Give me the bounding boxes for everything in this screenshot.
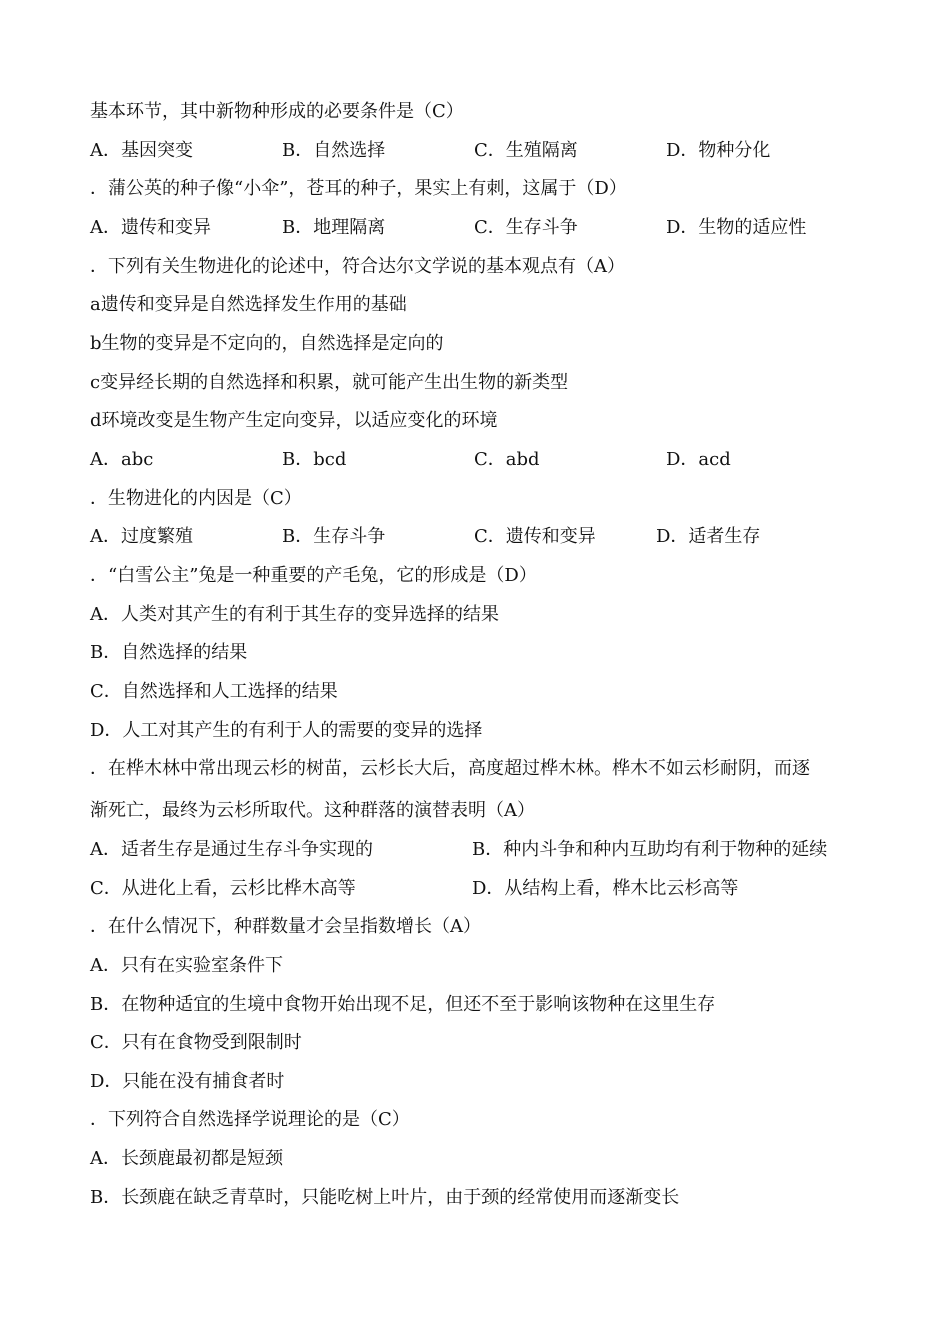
option-b: B．自然选择: [282, 140, 386, 161]
option-d: D．适者生存: [656, 526, 761, 547]
question-stem: ．在什么情况下，种群数量才会呈指数增长（A）: [90, 916, 481, 937]
question-stem-continued: 渐死亡，最终为云杉所取代。这种群落的演替表明（A）: [90, 800, 535, 821]
question-stem: ．生物进化的内因是（C）: [90, 488, 302, 509]
statement-c: c变异经长期的自然选择和积累，就可能产生出生物的新类型: [90, 372, 569, 393]
option-c: C．生殖隔离: [474, 140, 578, 161]
option-d: D．物种分化: [666, 140, 771, 161]
question-stem-line: 基本环节，其中新物种形成的必要条件是（C）: [90, 101, 464, 122]
option-b: B．地理隔离: [282, 217, 386, 238]
options-row: [90, 139, 890, 163]
option-d: D．acd: [666, 449, 731, 470]
options-row: [90, 216, 890, 240]
options-row: [90, 525, 890, 549]
question-stem: ．在桦木林中常出现云杉的树苗，云杉长大后，高度超过桦木林。桦木不如云杉耐阴，而逐: [90, 758, 810, 779]
option-b: B．种内斗争和种内互助均有利于物种的延续: [472, 839, 828, 860]
option-c: C．只有在食物受到限制时: [90, 1032, 302, 1053]
question-stem: ．“白雪公主”兔是一种重要的产毛兔，它的形成是（D）: [90, 565, 537, 586]
option-a: A．过度繁殖: [90, 526, 193, 547]
option-c: C．自然选择和人工选择的结果: [90, 681, 338, 702]
option-c: C．abd: [474, 449, 540, 470]
question-stem: ．蒲公英的种子像“小伞”，苍耳的种子，果实上有刺，这属于（D）: [90, 178, 627, 199]
option-a: A．适者生存是通过生存斗争实现的: [90, 839, 373, 860]
options-row: [90, 877, 890, 901]
option-a: A．只有在实验室条件下: [90, 955, 283, 976]
question-stem: ．下列有关生物进化的论述中，符合达尔文学说的基本观点有（A）: [90, 256, 625, 277]
options-row: [90, 448, 890, 472]
option-d: D．生物的适应性: [666, 217, 807, 238]
option-a: A．遗传和变异: [90, 217, 211, 238]
option-d: D．只能在没有捕食者时: [90, 1071, 285, 1092]
options-row: [90, 838, 890, 862]
option-b: B．长颈鹿在缺乏青草时，只能吃树上叶片，由于颈的经常使用而逐渐变长: [90, 1187, 680, 1208]
option-a: A．abc: [90, 449, 154, 470]
option-a: A．人类对其产生的有利于其生存的变异选择的结果: [90, 604, 499, 625]
option-b: B．自然选择的结果: [90, 642, 248, 663]
option-d: D．从结构上看，桦木比云杉高等: [472, 878, 739, 899]
statement-a: a遗传和变异是自然选择发生作用的基础: [90, 294, 407, 315]
option-a: A．长颈鹿最初都是短颈: [90, 1148, 283, 1169]
question-stem: ．下列符合自然选择学说理论的是（C）: [90, 1109, 410, 1130]
option-a: A．基因突变: [90, 140, 193, 161]
statement-b: b生物的变异是不定向的，自然选择是定向的: [90, 333, 444, 354]
option-c: C．遗传和变异: [474, 526, 596, 547]
option-b: B．bcd: [282, 449, 347, 470]
option-c: C．从进化上看，云杉比桦木高等: [90, 878, 356, 899]
option-d: D．人工对其产生的有利于人的需要的变异的选择: [90, 720, 483, 741]
option-b: B．生存斗争: [282, 526, 386, 547]
option-c: C．生存斗争: [474, 217, 578, 238]
statement-d: d环境改变是生物产生定向变异，以适应变化的环境: [90, 410, 498, 431]
option-b: B．在物种适宜的生境中食物开始出现不足，但还不至于影响该物种在这里生存: [90, 994, 716, 1015]
